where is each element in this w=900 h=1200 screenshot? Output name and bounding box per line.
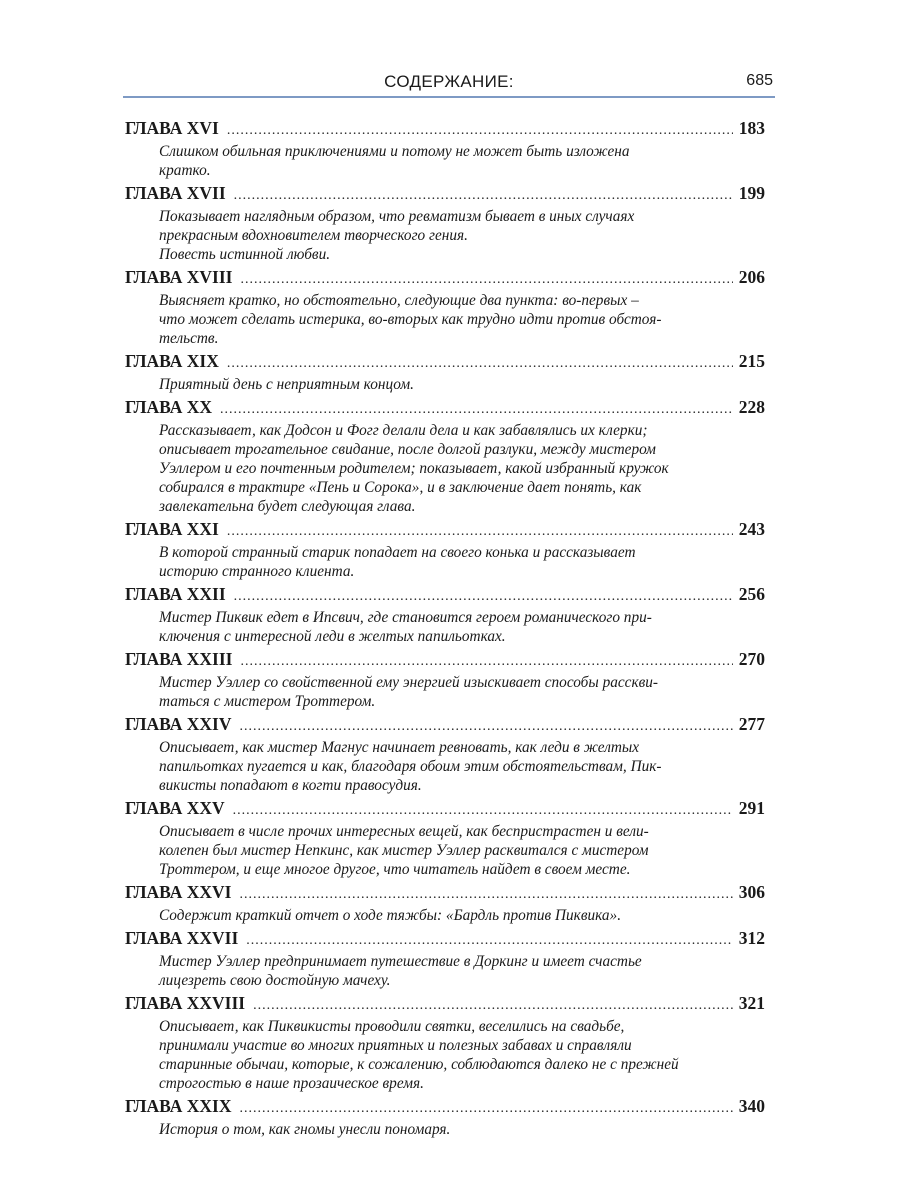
chapter-title: ГЛАВА XIX xyxy=(125,351,219,371)
chapter-page: 270 xyxy=(738,649,765,669)
chapter-summary: Выясняет кратко, но обстоятельно, следующие два пункта: во-первых – что может сделать истерика, во-вторых как трудно идти против обстоя- тельств. xyxy=(159,292,662,347)
chapter-summary: Описывает, как мистер Магнус начинает ревновать, как леди в желтых папильотках пугается и как, благодаря обоим этим обстоятельствам, Пик- викисты попадают в когти правосудия. xyxy=(159,739,662,794)
chapter-title: ГЛАВА XXIV xyxy=(125,714,232,734)
page-number: 685 xyxy=(746,72,773,89)
chapter-title: ГЛАВА XX xyxy=(125,397,213,417)
chapter-title: ГЛАВА XXII xyxy=(125,584,226,604)
table-of-contents xyxy=(125,117,765,1141)
toc-entry xyxy=(125,583,765,646)
toc-entry xyxy=(125,648,765,711)
chapter-page: 228 xyxy=(738,397,765,417)
dot-leader xyxy=(239,716,732,738)
toc-entry xyxy=(125,992,765,1093)
page-title: СОДЕРЖАНИЕ: xyxy=(384,72,514,91)
toc-entry xyxy=(125,927,765,990)
chapter-summary: Мистер Уэллер предпринимает путешествие в Доркинг и имеет счастье лицезреть свою достойную мачеху. xyxy=(159,953,642,989)
chapter-page: 215 xyxy=(738,351,765,371)
chapter-title: ГЛАВА XXIII xyxy=(125,649,233,669)
dot-leader xyxy=(233,800,733,822)
chapter-title: ГЛАВА XVI xyxy=(125,118,219,138)
dot-leader xyxy=(253,995,733,1017)
dot-leader xyxy=(240,269,732,291)
chapter-summary: Рассказывает, как Додсон и Фогг делали дела и как забавлялись их клерки; описывает трогательное свидание, после долгой разлуки, между мистером Уэллером и его почтенным родителем; показывает, какой избранный кружок собирался в трактире «Пень и Сорока», и в заключение дает понять, как завлекательна будет следующая глава. xyxy=(159,422,669,515)
chapter-page: 312 xyxy=(738,928,765,948)
chapter-title: ГЛАВА XVIII xyxy=(125,267,233,287)
chapter-title: ГЛАВА XXVI xyxy=(125,882,232,902)
dot-leader xyxy=(239,884,732,906)
chapter-summary: Показывает наглядным образом, что ревматизм бывает в иных случаях прекрасным вдохновителем творческого гения. Повесть истинной любви. xyxy=(159,208,635,263)
chapter-summary: В которой странный старик попадает на своего конька и рассказывает историю странного клиента. xyxy=(159,544,636,580)
chapter-title: ГЛАВА XXV xyxy=(125,798,225,818)
chapter-page: 256 xyxy=(738,584,765,604)
chapter-summary: История о том, как гномы унесли пономаря. xyxy=(159,1121,451,1138)
chapter-summary: Мистер Пиквик едет в Ипсвич, где становится героем романического при- ключения с интересной леди в желтых папильотках. xyxy=(159,609,652,645)
dot-leader xyxy=(220,399,733,421)
chapter-summary: Слишком обильная приключениями и потому не может быть изложена кратко. xyxy=(159,143,630,179)
toc-entry xyxy=(125,117,765,180)
running-head xyxy=(125,70,773,96)
dot-leader xyxy=(239,1098,732,1120)
chapter-title: ГЛАВА XXIX xyxy=(125,1096,232,1116)
chapter-page: 306 xyxy=(738,882,765,902)
dot-leader xyxy=(227,120,733,142)
toc-entry xyxy=(125,396,765,516)
toc-entry xyxy=(125,518,765,581)
dot-leader xyxy=(227,353,733,375)
chapter-page: 340 xyxy=(738,1096,765,1116)
toc-entry xyxy=(125,797,765,879)
chapter-title: ГЛАВА XXVIII xyxy=(125,993,246,1013)
chapter-title: ГЛАВА XXI xyxy=(125,519,219,539)
chapter-page: 291 xyxy=(738,798,765,818)
chapter-summary: Описывает, как Пиквикисты проводили святки, веселились на свадьбе, принимали участие во многих приятных и полезных забавах и справляли старинные обычаи, которые, к сожалению, соблюдаются далеко не с прежней строгостью в наше прозаическое время. xyxy=(159,1018,679,1092)
dot-leader xyxy=(234,586,733,608)
chapter-page: 277 xyxy=(738,714,765,734)
chapter-summary: Содержит краткий отчет о ходе тяжбы: «Бардль против Пиквика». xyxy=(159,907,622,924)
chapter-summary: Приятный день с неприятным концом. xyxy=(159,376,414,393)
header-rule xyxy=(123,96,775,98)
toc-entry xyxy=(125,881,765,925)
chapter-title: ГЛАВА XVII xyxy=(125,183,226,203)
chapter-title: ГЛАВА XXVII xyxy=(125,928,239,948)
chapter-summary: Описывает в числе прочих интересных вещей, как беспристрастен и вели- колепен был мистер Непкинс, как мистер Уэллер расквитался с мистером Троттером, и еще многое другое, что читатель найдет в своем месте. xyxy=(159,823,649,878)
toc-entry xyxy=(125,1095,765,1139)
toc-entry xyxy=(125,350,765,394)
chapter-page: 199 xyxy=(738,183,765,203)
toc-entry xyxy=(125,182,765,264)
chapter-page: 321 xyxy=(738,993,765,1013)
chapter-page: 183 xyxy=(738,118,765,138)
dot-leader xyxy=(227,521,733,543)
dot-leader xyxy=(234,185,733,207)
dot-leader xyxy=(240,651,732,673)
chapter-page: 243 xyxy=(738,519,765,539)
chapter-page: 206 xyxy=(738,267,765,287)
toc-entry xyxy=(125,266,765,348)
dot-leader xyxy=(246,930,732,952)
chapter-summary: Мистер Уэллер со свойственной ему энергией изыскивает способы расскви- таться с мистером Троттером. xyxy=(159,674,658,710)
toc-entry xyxy=(125,713,765,795)
